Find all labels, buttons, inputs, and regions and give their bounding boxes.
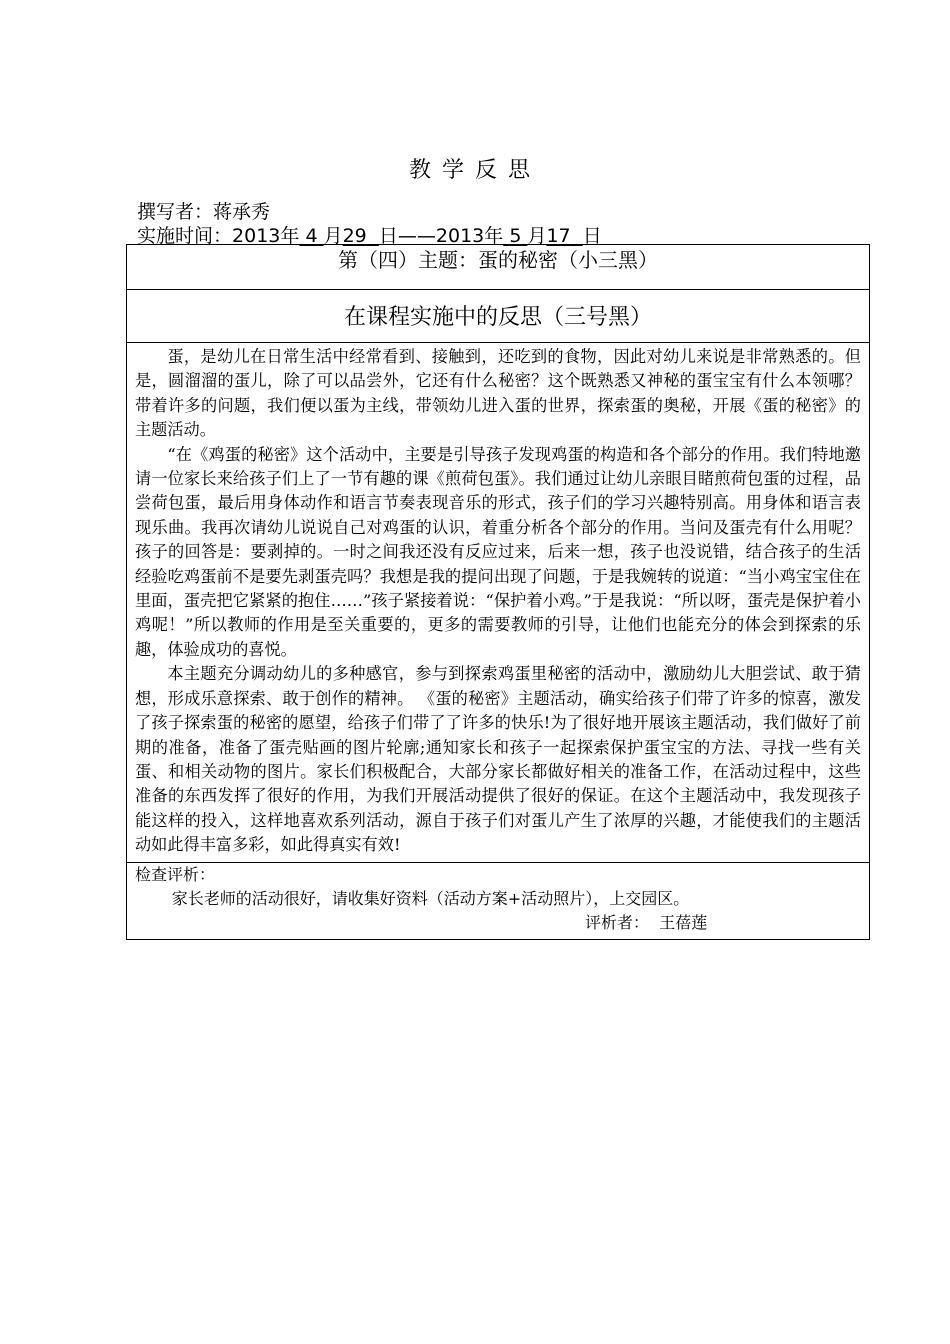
month-char: 月	[527, 225, 547, 247]
theme-cell: 第（四）主题：蛋的秘密（小三黑）	[127, 245, 870, 290]
start-day: 29	[342, 225, 367, 247]
year-char: 年	[484, 225, 504, 247]
review-comment: 家长老师的活动很好，请收集好资料（活动方案+活动照片），上交园区。	[171, 888, 690, 908]
reviewer-line	[135, 911, 861, 935]
day-char: 日	[378, 225, 398, 247]
reviewer-name: 王蓓莲	[659, 912, 708, 932]
reflection-body-cell	[127, 343, 870, 863]
reflection-paragraph: “在《鸡蛋的秘密》这个活动中，主要是引导孩子发现鸡蛋的构造和各个部分的作用。我们特地邀请一位家长来给孩子们上了一节有趣的课《煎荷包蛋》。我们通过让幼儿亲眼目睹煎荷包蛋的过程，品尝荷包蛋，最后用身体动作和语言节奏表现音乐的形式，孩子们的学习兴趣特别高。用身体和语言表现乐曲。我再次请幼儿说说自己对鸡蛋的认识，着重分析各个部分的作用。当问及蛋壳有什么用呢？孩子的回答是：要剥掉的。一时之间我还没有反应过来，后来一想，孩子也没说错，结合孩子的生活经验吃鸡蛋前不是要先剥蛋壳吗？我想是我的提问出现了问题，于是我婉转的说道：“当小鸡宝宝住在里面，蛋壳把它紧紧的抱住……”孩子紧接着说：“保护着小鸡。”于是我说：“所以呀，蛋壳是保护着小鸡呢！”所以教师的作用是至关重要的，更多的需要教师的引导，让他们也能充分的体会到探索的乐趣，体验成功的喜悦。	[135, 444, 861, 659]
section-title-cell: 在课程实施中的反思（三号黑）	[127, 290, 870, 343]
start-month: 4	[305, 225, 318, 247]
start-year: 2013	[232, 225, 281, 247]
year-char: 年	[280, 225, 300, 247]
reflection-paragraph: 蛋，是幼儿在日常生活中经常看到、接触到，还吃到的食物，因此对幼儿来说是非常熟悉的。但是，圆溜溜的蛋儿，除了可以品尝外，它还有什么秘密？这个既熟悉又神秘的蛋宝宝有什么本领哪？带着许多的问题，我们便以蛋为主线，带领幼儿进入蛋的世界，探索蛋的奥秘，开展《蛋的秘密》的主题活动。	[135, 347, 861, 440]
author-name: 蒋承秀	[213, 201, 271, 223]
period-label: 实施时间：	[137, 225, 233, 247]
month-char: 月	[323, 225, 343, 247]
end-year: 2013	[435, 225, 485, 247]
date-dash: ——	[397, 225, 436, 247]
end-month: 5	[509, 225, 522, 247]
author-label: 撰写者：	[137, 201, 214, 223]
reflection-table	[126, 244, 870, 940]
reflection-paragraph: 本主题充分调动幼儿的多种感官，参与到探索鸡蛋里秘密的活动中，激励幼儿大胆尝试、敢于猜想，形成乐意探索、敢于创作的精神。 《蛋的秘密》主题活动，确实给孩子们带了许多的惊喜，激发了孩子探索蛋的秘密的愿望，给孩子们带了了许多的快乐!为了很好地开展该主题活动，我们做好了前期的准备，准备了蛋壳贴画的图片轮廓;通知家长和孩子一起探索保护蛋宝宝的方法、寻找一些有关蛋、和相关动物的图片。家长们积极配合，大部分家长都做好相关的准备工作，在活动过程中，这些准备的东西发挥了很好的作用，为我们开展活动提供了很好的保证。在这个主题活动中，我发现孩子能这样的投入，这样地喜欢系列活动，源自于孩子们对蛋儿产生了浓厚的兴趣，才能使我们的主题活动如此得丰富多彩，如此得真实有效!	[135, 664, 861, 855]
day-char: 日	[582, 225, 602, 247]
end-day: 17	[546, 225, 571, 247]
review-cell	[127, 862, 870, 939]
author-line	[137, 197, 270, 224]
review-label: 检查评析：	[135, 864, 216, 884]
reviewer-label: 评析者：	[585, 912, 650, 932]
document-title: 教学反思	[408, 158, 541, 183]
